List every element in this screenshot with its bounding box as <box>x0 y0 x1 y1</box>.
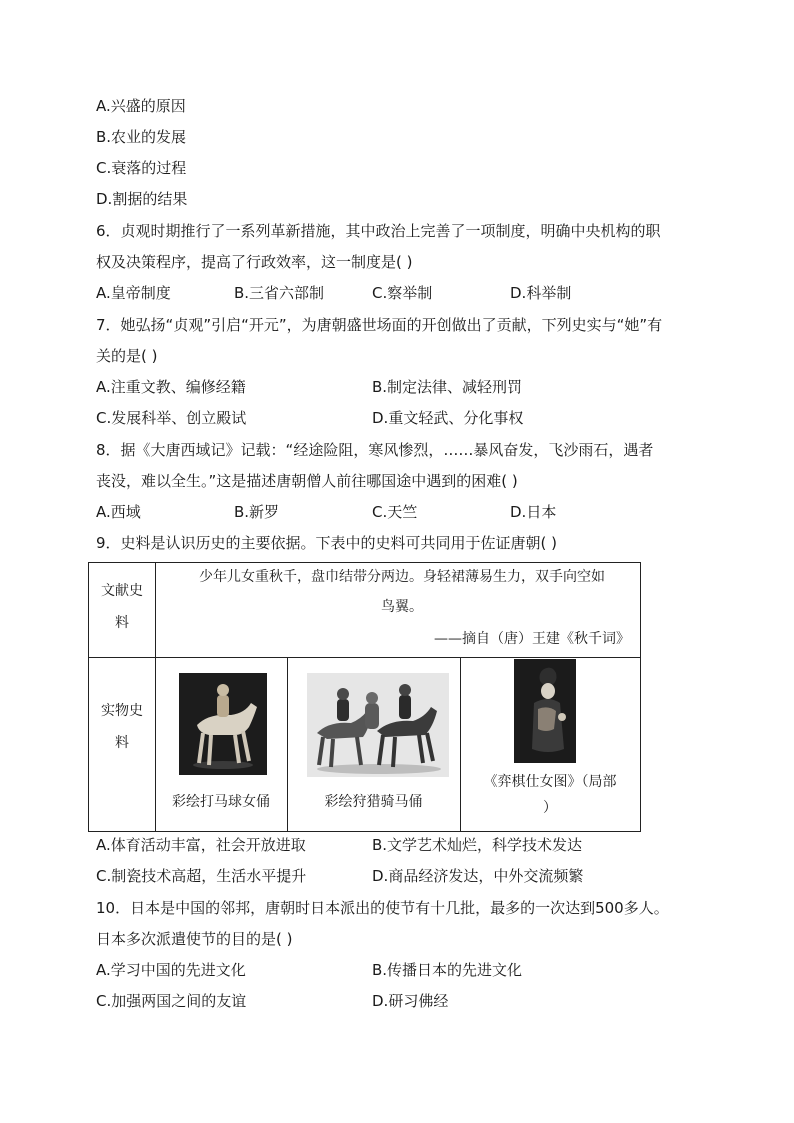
table-row-divider <box>89 657 640 658</box>
q8-option-c: C.天竺 <box>372 503 418 521</box>
q8-option-a: A.西域 <box>96 503 141 521</box>
q10-stem-2: 日本多次派遣使节的目的是( ) <box>96 930 293 948</box>
q8-option-b: B.新罗 <box>234 503 280 521</box>
caption-polo-figurine: 彩绘打马球女俑 <box>172 794 270 810</box>
q10-options-row2 <box>96 991 706 1011</box>
q5-option-d: D.割据的结果 <box>96 190 188 208</box>
q10-stem-1: 10．日本是中国的邻邦，唐朝时日本派出的使节有十几批，最多的一次达到500多人。 <box>96 899 669 917</box>
q9-option-c: C.制瓷技术高超，生活水平提升 <box>96 867 307 885</box>
q6-option-b: B.三省六部制 <box>234 284 325 302</box>
q6-stem-2: 权及决策程序，提高了行政效率，这一制度是( ) <box>96 253 413 271</box>
poem-line-1: 少年儿女重秋千，盘巾结带分两边。身轻裙薄易生力，双手向空如 <box>199 569 605 585</box>
q9-options-row2 <box>96 866 706 886</box>
poem-source: ——摘自（唐）王建《秋千词》 <box>434 631 630 647</box>
caption-court-lady-painting: 《弈棋仕女图》（局部 ） <box>483 774 617 816</box>
q8-stem-2: 丧没，难以全生。”这是描述唐朝僧人前往哪国途中遇到的困难( ) <box>96 472 518 490</box>
q7-stem-1: 7．她弘扬“贞观”引启“开元”，为唐朝盛世场面的开创做出了贡献，下列史实与“她”有 <box>96 316 663 334</box>
q7-stem-2: 关的是( ) <box>96 347 158 365</box>
q6-option-c: C.察举制 <box>372 284 433 302</box>
polo-figurine-image <box>179 673 267 775</box>
q8-stem-1: 8．据《大唐西域记》记载：“经途险阻，寒风惨烈，……暴风奋发，飞沙雨石，遇者 <box>96 441 654 459</box>
court-lady-painting-image <box>514 659 576 763</box>
q6-option-d: D.科举制 <box>510 284 572 302</box>
caption-hunting-riders: 彩绘狩猎骑马俑 <box>324 794 423 810</box>
q5-option-a: A.兴盛的原因 <box>96 97 186 115</box>
q9-option-a: A.体育活动丰富，社会开放进取 <box>96 836 306 854</box>
q7-option-d: D.重文轻武、分化事权 <box>372 409 524 427</box>
q7-option-a: A.注重文教、编修经籍 <box>96 378 246 396</box>
q5-option-b: B.农业的发展 <box>96 128 187 146</box>
poem-line-2: 鸟翼。 <box>381 599 423 615</box>
q8-options <box>96 502 706 522</box>
table-col-divider <box>460 657 461 831</box>
table-header-object-source: 实物史 料 <box>101 703 143 751</box>
q9-stem: 9．史料是认识历史的主要依据。下表中的史料可共同用于佐证唐朝( ) <box>96 534 558 552</box>
q10-option-a: A.学习中国的先进文化 <box>96 961 246 979</box>
q9-option-b: B.文学艺术灿烂，科学技术发达 <box>372 836 583 854</box>
table-header-text-source: 文献史 料 <box>101 583 143 631</box>
q7-option-b: B.制定法律、减轻刑罚 <box>372 378 523 396</box>
q10-option-b: B.传播日本的先进文化 <box>372 961 523 979</box>
source-table <box>88 562 641 832</box>
q10-options-row1 <box>96 960 706 980</box>
q9-options-row1 <box>96 835 706 855</box>
q9-option-d: D.商品经济发达，中外交流频繁 <box>372 867 584 885</box>
q6-stem-1: 6．贞观时期推行了一系列革新措施，其中政治上完善了一项制度，明确中央机构的职 <box>96 222 661 240</box>
q6-option-a: A.皇帝制度 <box>96 284 171 302</box>
q5-option-c: C.衰落的过程 <box>96 159 187 177</box>
hunting-riders-image <box>307 673 449 777</box>
q6-options <box>96 283 706 303</box>
q7-options-row1 <box>96 377 706 397</box>
q10-option-c: C.加强两国之间的友谊 <box>96 992 247 1010</box>
q10-option-d: D.研习佛经 <box>372 992 449 1010</box>
q7-option-c: C.发展科举、创立殿试 <box>96 409 247 427</box>
q8-option-d: D.日本 <box>510 503 557 521</box>
q7-options-row2 <box>96 408 706 428</box>
